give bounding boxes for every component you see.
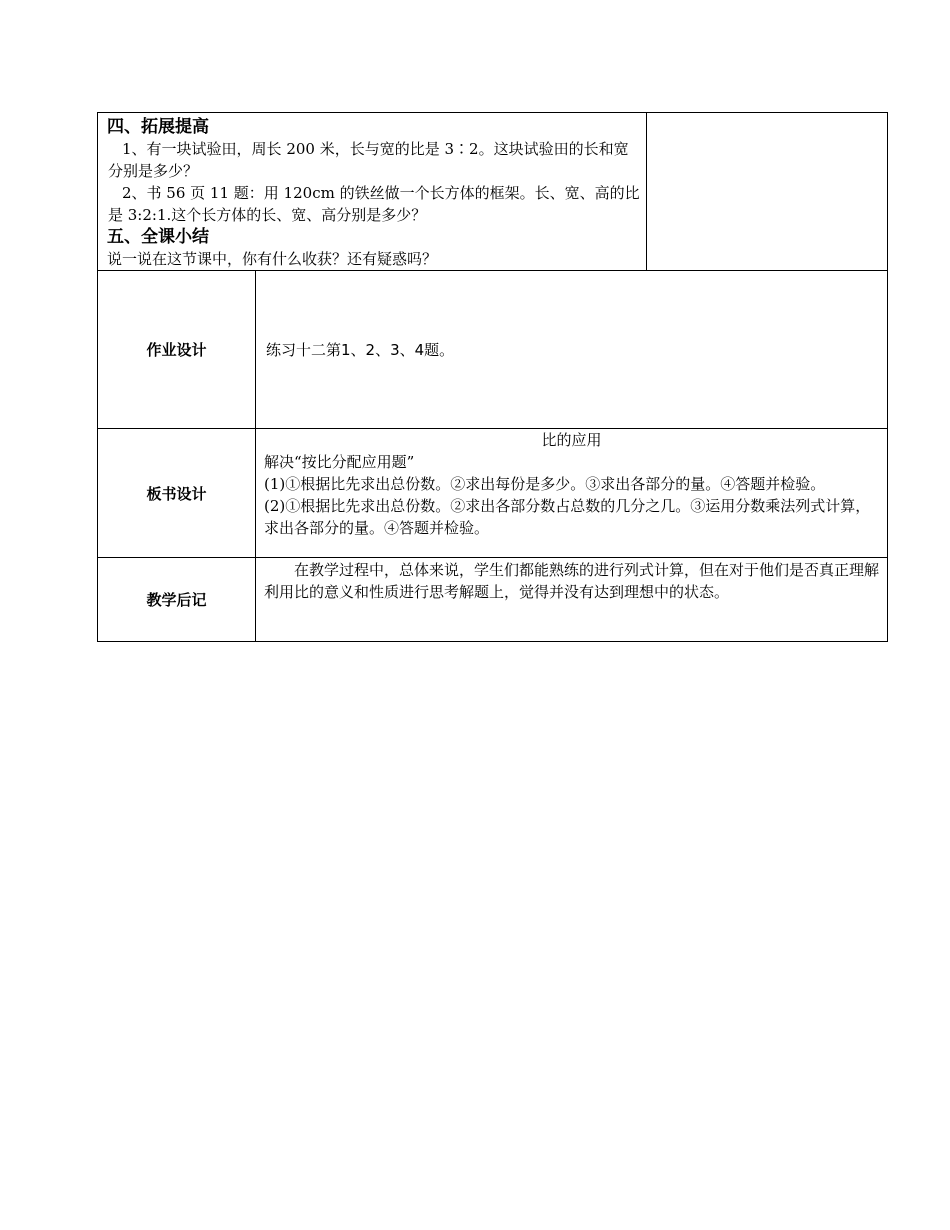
- extension-cell: [98, 113, 647, 271]
- section4-problem-1: 1、有一块试验田，周长 200 米，长与宽的比是 3∶2。这块试验田的长和宽分别是多少？: [108, 140, 629, 180]
- section4-problem-2: 2、书 56 页 11 题：用 120cm 的铁丝做一个长方体的框架。长、宽、高的比是 3:2:1.这个长方体的长、宽、高分别是多少？: [108, 184, 640, 224]
- reflection-row: [98, 558, 888, 642]
- section5-text: 说一说在这节课中，你有什么收获？还有疑惑吗？: [107, 250, 438, 268]
- board-cell: [256, 429, 888, 558]
- board-subtitle: 解决“按比分配应用题”: [264, 453, 415, 471]
- section4-heading: 四、拓展提高: [107, 117, 209, 137]
- board-method-1: (1)①根据比先求出总份数。②求出每份是多少。③求出各部分的量。④答题并检验。: [264, 475, 826, 493]
- reflection-label: 教学后记: [98, 558, 256, 642]
- board-title: 比的应用: [541, 431, 602, 449]
- extension-row: [98, 113, 888, 271]
- board-method-2: (2)①根据比先求出总份数。②求出各部分数占总数的几分之几。③运用分数乘法列式计算，求出各部分的量。④答题并检验。: [264, 497, 871, 537]
- section5-heading: 五、全课小结: [107, 227, 209, 247]
- board-row: [98, 429, 888, 558]
- homework-row: [98, 271, 888, 429]
- homework-content: 练习十二第1、2、3、4题。: [266, 340, 455, 359]
- board-label: 板书设计: [98, 429, 256, 558]
- notes-cell: [647, 113, 888, 271]
- homework-cell: [256, 271, 888, 429]
- lesson-plan-table: [97, 112, 888, 642]
- homework-label: 作业设计: [98, 271, 256, 429]
- reflection-content: 在教学过程中，总体来说，学生们都能熟练的进行列式计算，但在对于他们是否真正理解利用比的意义和性质进行思考解题上，觉得并没有达到理想中的状态。: [264, 561, 880, 601]
- reflection-cell: [256, 558, 888, 642]
